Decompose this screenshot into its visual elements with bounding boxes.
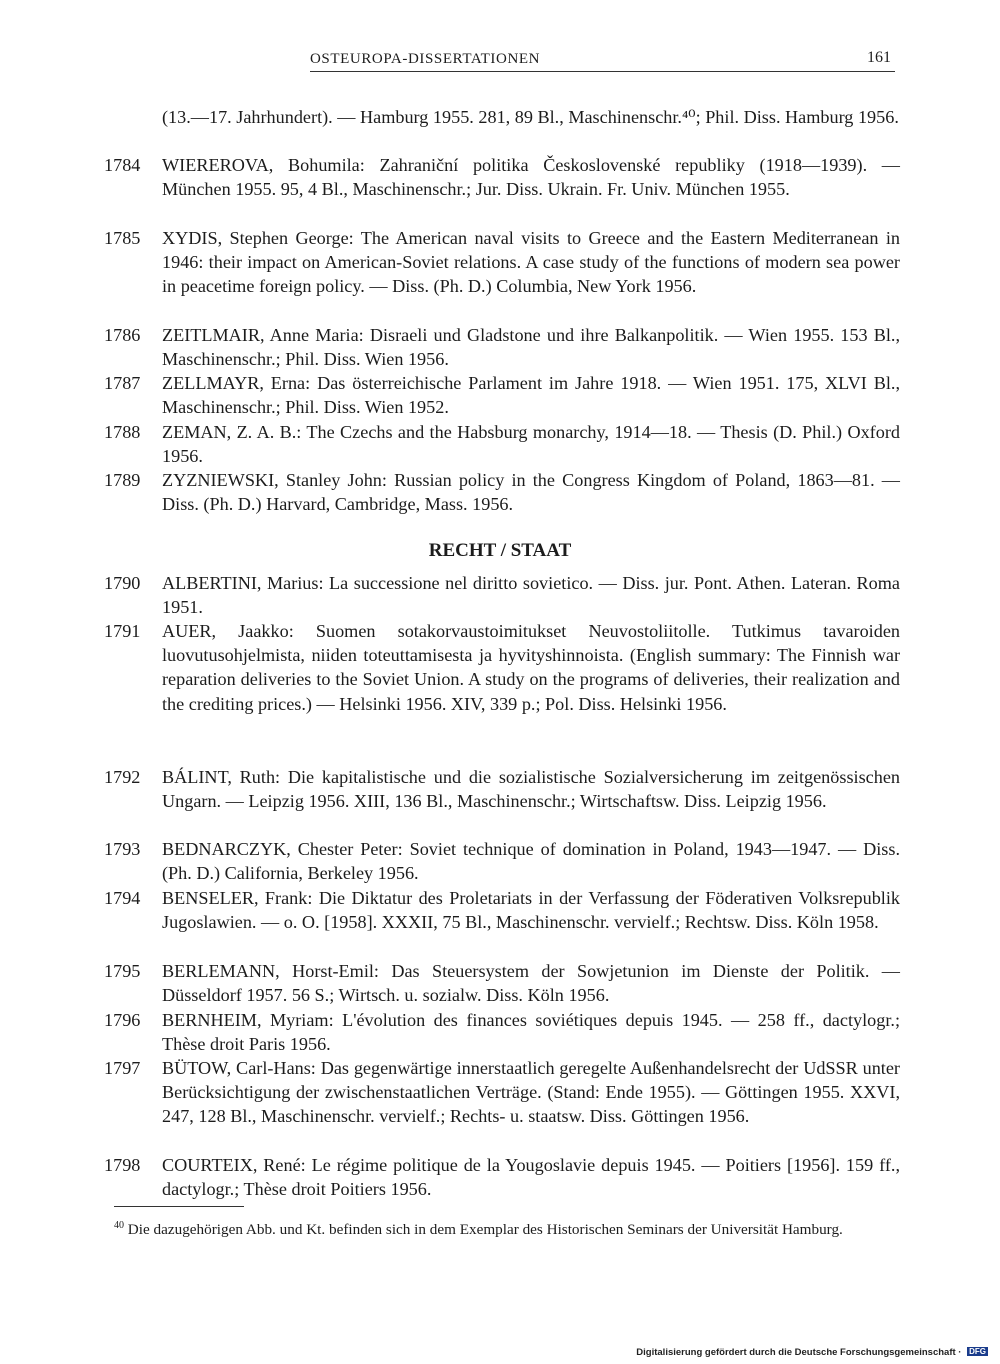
footnote-divider xyxy=(114,1206,244,1207)
bibliography-entry xyxy=(104,323,900,371)
entry-text: ZELLMAYR, Erna: Das österreichische Parlament im Jahre 1918. — Wien 1951. 175, XLVI Bl., Maschinenschr.; Phil. Diss. Wien 1952. xyxy=(162,373,900,418)
entry-number: 1798 xyxy=(104,1155,141,1175)
entry-number: 1790 xyxy=(104,573,141,593)
footnote-text: Die dazugehörigen Abb. und Kt. befinden sich in dem Exemplar des Historischen Seminars der Universität Hamburg. xyxy=(127,1221,843,1239)
bibliography-entry xyxy=(104,371,900,419)
footnote-marker: 40 xyxy=(114,1220,124,1231)
entry-text: ALBERTINI, Marius: La successione nel diritto sovietico. — Diss. jur. Pont. Athen. Lateran. Roma 1951. xyxy=(162,573,900,618)
entry-text: ZEITLMAIR, Anne Maria: Disraeli und Gladstone und ihre Balkanpolitik. — Wien 1955. 153 Bl., Maschinenschr.; Phil. Diss. Wien 1956. xyxy=(162,325,900,370)
entry-number: 1797 xyxy=(104,1058,141,1078)
entry-text: BÜTOW, Carl-Hans: Das gegenwärtige innerstaatlich geregelte Außenhandelsrecht der UdSSR unter Berücksichtigung der zwischenstaatlichen Verträge. (Stand: Ende 1955). — Göttingen 1955. XXVI, 247, 128 Bl., Maschinenschr. vervielf.; Rechts- u. staatsw. Diss. Göttingen 1956. xyxy=(162,1058,900,1127)
entry-number: 1791 xyxy=(104,621,141,641)
entry-text: ZEMAN, Z. A. B.: The Czechs and the Habsburg monarchy, 1914—18. — Thesis (D. Phil.) Oxford 1956. xyxy=(162,422,900,467)
entry-text: WIEREROVA, Bohumila: Zahraniční politika Československé republiky (1918—1939). — München 1955. 95, 4 Bl., Maschinenschr.; Jur. Diss. Ukrain. Fr. Univ. München 1955. xyxy=(162,155,900,200)
running-title: OSTEUROPA-DISSERTATIONEN xyxy=(310,51,541,67)
entry-number: 1796 xyxy=(104,1010,141,1030)
bibliography-entry xyxy=(104,886,900,934)
bibliography-entry xyxy=(104,153,900,201)
bibliography-entry xyxy=(104,1008,900,1056)
bibliography-entry xyxy=(104,619,900,716)
entry-number: 1794 xyxy=(104,888,141,908)
bibliography-entry xyxy=(104,571,900,619)
running-header xyxy=(310,49,895,72)
entry-text: BÁLINT, Ruth: Die kapitalistische und die sozialistische Sozialversicherung im zeitgenössischen Ungarn. — Leipzig 1956. XIII, 136 Bl., Maschinenschr.; Wirtschaftsw. Diss. Leipzig 1956. xyxy=(162,767,900,812)
entry-text: BERLEMANN, Horst-Emil: Das Steuersystem der Sowjetunion im Dienste der Politik. — Düsseldorf 1957. 56 S.; Wirtsch. u. sozialw. Diss. Köln 1956. xyxy=(162,961,900,1006)
bibliography-entry xyxy=(104,837,900,885)
entry-text: XYDIS, Stephen George: The American naval visits to Greece and the Eastern Mediterranean in 1946: their impact on American-Soviet relations. A case study of the functions of modern sea power in peacetime foreign policy. — Diss. (Ph. D.) Columbia, New York 1956. xyxy=(162,228,900,297)
credit-text: Digitalisierung gefördert durch die Deutsche Forschungsgemeinschaft · xyxy=(636,1347,962,1358)
bibliography-entry xyxy=(104,1056,900,1129)
entry-number: 1793 xyxy=(104,839,141,859)
footnote xyxy=(114,1216,900,1239)
section-heading: RECHT / STAAT xyxy=(428,540,572,561)
digitization-credit xyxy=(636,1347,988,1358)
bibliography-entry xyxy=(104,105,900,129)
entry-text: ZYZNIEWSKI, Stanley John: Russian policy in the Congress Kingdom of Poland, 1863—81. — Diss. (Ph. D.) Harvard, Cambridge, Mass. 1956. xyxy=(162,470,900,515)
entry-text: BERNHEIM, Myriam: L'évolution des finances soviétiques depuis 1945. — 258 ff., dactylogr.; Thèse droit Paris 1956. xyxy=(162,1010,900,1055)
entry-text: COURTEIX, René: Le régime politique de la Yougoslavie depuis 1945. — Poitiers [1956]. 159 ff., dactylogr.; Thèse droit Poitiers 1956. xyxy=(162,1155,900,1200)
entry-number: 1795 xyxy=(104,961,141,981)
entry-number: 1786 xyxy=(104,325,141,345)
entry-number: 1785 xyxy=(104,228,141,248)
entry-number: 1787 xyxy=(104,373,141,393)
entry-number: 1789 xyxy=(104,470,141,490)
dfg-logo: DFG xyxy=(969,1347,986,1356)
bibliography-entry xyxy=(104,226,900,299)
entry-text: AUER, Jaakko: Suomen sotakorvaustoimitukset Neuvostoliitolle. Tutkimus tavaroiden luovutusohjelmista, niiden toteuttamisesta ja hyvityshinnoista. (English summary: The Finnish war reparation deliveries to the Soviet Union. A study on the programs of deliveries, their realization and the crediting prices.) — Helsinki 1956. XIV, 339 p.; Pol. Diss. Helsinki 1956. xyxy=(162,621,900,714)
bibliography-entry xyxy=(104,765,900,813)
bibliography-entry xyxy=(104,468,900,516)
entry-text: BEDNARCZYK, Chester Peter: Soviet technique of domination in Poland, 1943—1947. — Diss. (Ph. D.) California, Berkeley 1956. xyxy=(162,839,900,884)
entry-text: (13.—17. Jahrhundert). — Hamburg 1955. 281, 89 Bl., Maschinenschr.⁴⁰; Phil. Diss. Hamburg 1956. xyxy=(162,107,899,127)
entry-number: 1784 xyxy=(104,155,141,175)
bibliography-entry xyxy=(104,420,900,468)
page-number: 161 xyxy=(867,49,891,66)
bibliography-entry xyxy=(104,959,900,1007)
entry-number: 1788 xyxy=(104,422,141,442)
bibliography-entry xyxy=(104,1153,900,1201)
entry-text: BENSELER, Frank: Die Diktatur des Proletariats in der Verfassung der Föderativen Volksrepublik Jugoslawien. — o. O. [1958]. XXXII, 75 Bl., Maschinenschr. vervielf.; Rechtsw. Diss. Köln 1958. xyxy=(162,888,900,933)
entry-number: 1792 xyxy=(104,767,141,787)
